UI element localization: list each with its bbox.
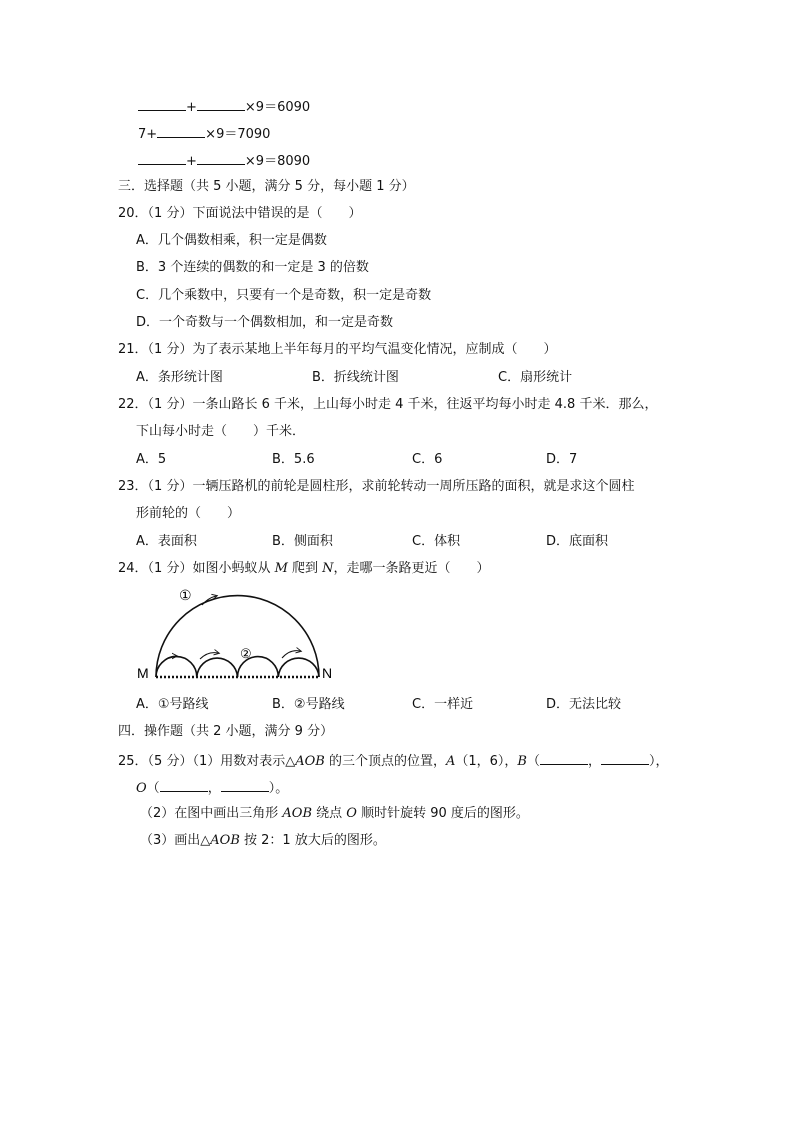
option-b[interactable]: B．②号路线 [272, 697, 345, 712]
section-heading: 三．选择题（共 5 小题，满分 5 分，每小题 1 分） [118, 179, 415, 194]
question-stem-line2: 形前轮的（ ） [136, 506, 241, 521]
option-c[interactable]: C．扇形统计 [498, 370, 573, 385]
answer-blank[interactable] [138, 151, 186, 165]
option-b[interactable]: B．折线统计图 [312, 370, 399, 385]
equation-tail: ×9＝8090 [244, 154, 311, 169]
option-d[interactable]: D．底面积 [546, 534, 609, 549]
option-d[interactable]: D．一个奇数与一个偶数相加，和一定是奇数 [136, 315, 394, 330]
answer-blank[interactable] [138, 97, 186, 111]
question-part-3 [140, 832, 386, 850]
coordinate-a: （1，6）， [455, 754, 518, 769]
stem-text: 顺时针旋转 90 度后的图形。 [356, 806, 529, 821]
question-stem-line2: 下山每小时走（ ）千米． [136, 424, 306, 439]
comma: ， [207, 781, 221, 796]
option-a[interactable]: A．几个偶数相乘，积一定是偶数 [136, 233, 327, 248]
stem-text: 绕点 [312, 806, 347, 821]
stem-text: 的三个顶点的位置， [324, 754, 446, 769]
route-2-arc [197, 658, 238, 677]
question-stem-line1-cont [136, 778, 288, 798]
triangle-label: AOB [282, 806, 313, 821]
fill-line-3 [138, 151, 310, 171]
point-o-label: O [136, 781, 147, 796]
option-a[interactable]: A．5 [136, 452, 167, 467]
answer-blank[interactable] [540, 751, 588, 765]
option-b[interactable]: B．3 个连续的偶数的和一定是 3 的倍数 [136, 260, 369, 275]
option-c[interactable]: C．6 [412, 452, 443, 467]
option-c[interactable]: C．一样近 [412, 697, 474, 712]
question-stem-line1: 22．（1 分）一条山路长 6 千米，上山每小时走 4 千米，往返平均每小时走 4.8 千米．那么， [118, 397, 658, 412]
paren: （ [146, 781, 160, 796]
point-o-label: O [346, 806, 357, 821]
point-b-label: B [517, 754, 527, 769]
paren: （ [526, 754, 540, 769]
question-stem-line1: 23．（1 分）一辆压路机的前轮是圆柱形，求前轮转动一周所压路的面积，就是求这个圆柱 [118, 479, 635, 494]
ant-routes-figure [134, 585, 339, 685]
stem-text: ，走哪一条路更近（ ） [333, 561, 490, 576]
equation-tail: ×9＝6090 [244, 100, 311, 115]
answer-blank[interactable] [221, 778, 269, 792]
section-heading: 四．操作题（共 2 小题，满分 9 分） [118, 724, 334, 739]
question-stem [118, 560, 490, 578]
answer-blank[interactable] [197, 151, 245, 165]
stem-text: 爬到 [287, 561, 323, 576]
answer-blank[interactable] [601, 751, 649, 765]
route-1-label: ① [179, 587, 192, 603]
plus-sign: + [186, 154, 197, 169]
stem-text: （3）画出△ [140, 833, 211, 848]
paren: ）。 [268, 781, 289, 796]
route-2-arc [278, 658, 319, 677]
option-c[interactable]: C．体积 [412, 534, 461, 549]
route-2-arc [156, 657, 197, 677]
option-d[interactable]: D．7 [546, 452, 578, 467]
triangle-label: AOB [295, 754, 325, 769]
comma: ， [587, 754, 601, 769]
option-b[interactable]: B．5.6 [272, 452, 315, 467]
option-a[interactable]: A．表面积 [136, 534, 197, 549]
paren: ）， [649, 754, 669, 769]
point-a-label: A [445, 754, 456, 769]
stem-text: 24．（1 分）如图小蚂蚁从 [118, 561, 275, 576]
triangle-label: AOB [210, 833, 240, 848]
option-d[interactable]: D．无法比较 [546, 697, 622, 712]
answer-blank[interactable] [160, 778, 208, 792]
question-stem-line1 [118, 751, 669, 771]
option-a[interactable]: A．条形统计图 [136, 370, 223, 385]
point-n-label: N [322, 665, 333, 681]
fill-line-2 [138, 124, 270, 144]
question-stem: 21．（1 分）为了表示某地上半年每月的平均气温变化情况，应制成（ ） [118, 342, 557, 357]
question-part-2 [140, 805, 529, 823]
point-m-label: M [274, 561, 288, 576]
point-m-label: M [137, 665, 149, 681]
plus-sign: + [186, 100, 197, 115]
question-stem: 20．（1 分）下面说法中错误的是（ ） [118, 206, 362, 221]
equation-tail: ×9＝7090 [205, 127, 271, 142]
option-a[interactable]: A．①号路线 [136, 697, 209, 712]
stem-text: 按 2：1 放大后的图形。 [239, 833, 386, 848]
direction-arrow [282, 651, 300, 658]
point-n-label: N [322, 561, 334, 576]
option-b[interactable]: B．侧面积 [272, 534, 333, 549]
fill-line-1 [138, 97, 310, 117]
stem-text: 25．（5 分）（1）用数对表示△ [118, 754, 296, 769]
equation-lead: 7+ [138, 127, 158, 142]
stem-text: （2）在图中画出三角形 [140, 806, 283, 821]
answer-blank[interactable] [197, 97, 245, 111]
route-2-label: ② [240, 646, 252, 661]
answer-blank[interactable] [157, 124, 205, 138]
option-c[interactable]: C．几个乘数中，只要有一个是奇数，积一定是奇数 [136, 288, 432, 303]
route-1-arc [156, 596, 319, 677]
